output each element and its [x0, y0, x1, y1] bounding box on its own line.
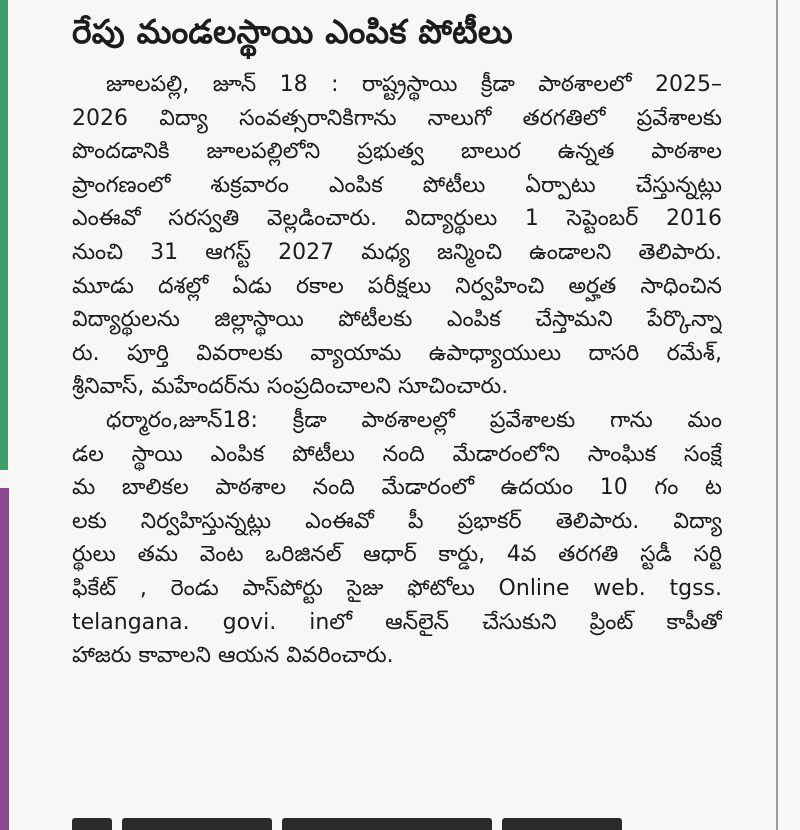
paragraph-line: డల స్థాయి ఎంపిక పోటీలు నంది మేడారంలోని సాంఘిక సంక్షే	[72, 441, 722, 467]
paragraph-line: రు. పూర్తి వివరాలకు వ్యాయామ ఉపాధ్యాయులు దాసరి రమేశ్,	[72, 340, 722, 366]
left-purple-border	[0, 488, 9, 830]
paragraph-line: మూడు దశల్లో ఏడు రకాల పరీక్షలు నిర్వహించి అర్హత సాధించిన	[72, 273, 722, 299]
headline: రేపు మండలస్థాయి ఎంపిక పోటీలు	[72, 12, 513, 51]
paragraph-line: ఫికేట్ , రెండు పాస్‌పోర్టు సైజు ఫోటోలు Online web. tgss.	[72, 575, 722, 601]
paragraph-line: విద్యార్థులను జిల్లాస్థాయి పోటీలకు ఎంపిక చేస్తామని పేర్కొన్నా	[72, 307, 722, 333]
paragraph-line: ధర్మారం,జూన్18: క్రీడా పాఠశాలల్లో ప్రవేశాలకు గాను మం	[106, 407, 722, 433]
paragraph-line: ర్థులు తమ వెంట ఒరిజినల్ ఆధార్ కార్డు, 4వ తరగతి స్టడీ సర్టి	[72, 542, 722, 568]
paragraph-julapalli	[72, 68, 722, 404]
paragraph-line: నుంచి 31 ఆగస్ట్ 2027 మధ్య జన్మించి ఉండాలని తెలిపారు.	[72, 239, 722, 265]
paragraph-line: పొందడానికి జూలపల్లిలోని ప్రభుత్వ బాలుర ఉన్నత పాఠశాల	[72, 139, 722, 165]
paragraph-line: ఎంఈవో సరస్వతి వెల్లడించారు. విద్యార్థులు 1 సెప్టెంబర్ 2016	[72, 206, 722, 232]
paragraph-line: హాజరు కావాలని ఆయన వివరించారు.	[72, 643, 394, 669]
paragraph-line: శ్రీనివాస్, మహేందర్‌ను సంప్రదించాలని సూచించారు.	[72, 374, 509, 400]
column-rule	[776, 0, 778, 830]
paragraph-line: 2026 విద్యా సంవత్సరానికిగాను నాలుగో తరగతిలో ప్రవేశాలకు	[72, 105, 722, 131]
next-headline-cut-off	[72, 808, 722, 830]
paragraph-dharmaram	[72, 404, 722, 673]
paragraph-line: మ బాలికల పాఠశాల నంది మేడారంలో ఉదయం 10 గం ట	[72, 475, 722, 501]
paragraph-line: ప్రాంగణంలో శుక్రవారం ఎంపిక పోటీలు ఏర్పాటు చేస్తున్నట్లు	[72, 172, 722, 198]
left-green-border	[0, 0, 8, 470]
article	[72, 10, 722, 673]
paragraph-line: లకు నిర్వహిస్తున్నట్లు ఎంఈవో పీ ప్రభాకర్ తెలిపారు. విద్యా	[72, 508, 722, 534]
paragraph-line: జూలపల్లి, జూన్ 18 : రాష్ట్రస్థాయి క్రీడా పాఠశాలలో 2025–	[106, 72, 722, 97]
paragraph-line: telangana. govi. inలో ఆన్‌లైన్ చేసుకుని ప్రింట్ కాపీతో	[72, 609, 722, 635]
